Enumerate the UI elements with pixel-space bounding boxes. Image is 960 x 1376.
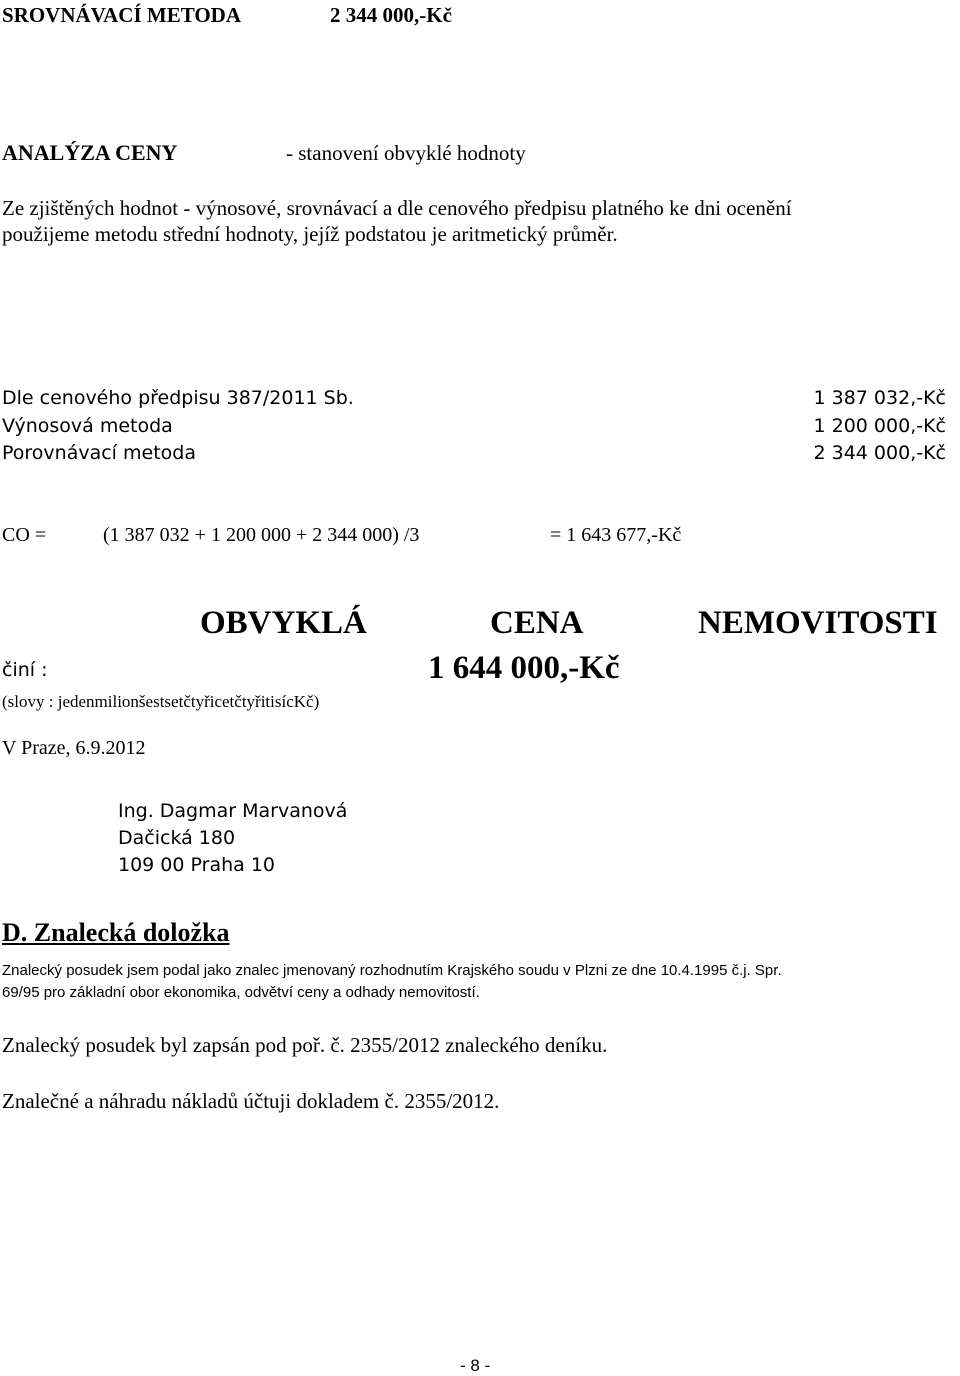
formula-result: = 1 643 677,-Kč — [550, 524, 682, 546]
place-date: V Praze, 6.9.2012 — [2, 737, 146, 759]
value-label-comparison-method: Porovnávací metoda — [2, 442, 196, 464]
method-title: SROVNÁVACÍ METODA — [2, 3, 242, 27]
clause-text-line2: 69/95 pro základní obor ekonomika, odvětví ceny a odhady nemovitostí. — [2, 984, 480, 1001]
clause-billing: Znalečné a náhradu nákladů účtuji dokladem č. 2355/2012. — [2, 1089, 500, 1113]
signature-street: Dačická 180 — [118, 827, 236, 849]
value-label-income-method: Výnosová metoda — [2, 415, 173, 437]
formula-lhs: CO = — [2, 524, 47, 546]
formula-expression: (1 387 032 + 1 200 000 + 2 344 000) /3 — [103, 524, 420, 546]
result-cini-label: činí : — [2, 659, 48, 681]
result-words: (slovy : jedenmilionšestsetčtyřicetčtyřitisícKč) — [2, 692, 320, 711]
analysis-title: ANALÝZA CENY — [2, 140, 178, 165]
value-label-price-regulation: Dle cenového předpisu 387/2011 Sb. — [2, 387, 354, 409]
clause-heading: D. Znalecká doložka — [2, 918, 230, 947]
analysis-paragraph-line1: Ze zjištěných hodnot - výnosové, srovnávací a dle cenového předpisu platného ke dni ocenění — [2, 196, 792, 220]
value-amount-income-method: 1 200 000,-Kč — [813, 415, 946, 437]
signature-city: 109 00 Praha 10 — [118, 854, 276, 876]
page-number: - 8 - — [460, 1356, 491, 1375]
signature-name: Ing. Dagmar Marvanová — [118, 800, 348, 822]
clause-text-line1: Znalecký posudek jsem podal jako znalec jmenovaný rozhodnutím Krajského soudu v Plzni ze dne 10.4.1995 č.j. Spr. — [2, 962, 782, 979]
clause-registered: Znalecký posudek byl zapsán pod poř. č. 2355/2012 znaleckého deníku. — [2, 1033, 608, 1057]
analysis-paragraph-line2: použijeme metodu střední hodnoty, jejíž podstatou je aritmetický průměr. — [2, 222, 618, 246]
method-value: 2 344 000,-Kč — [330, 3, 452, 27]
result-price: 1 644 000,-Kč — [428, 650, 620, 686]
result-word-obvykla: OBVYKLÁ — [200, 605, 367, 641]
value-amount-comparison-method: 2 344 000,-Kč — [813, 442, 946, 464]
analysis-subtitle: - stanovení obvyklé hodnoty — [286, 141, 526, 165]
value-amount-price-regulation: 1 387 032,-Kč — [813, 387, 946, 409]
result-word-cena: CENA — [490, 605, 584, 641]
result-word-nemovitosti: NEMOVITOSTI — [698, 605, 938, 641]
